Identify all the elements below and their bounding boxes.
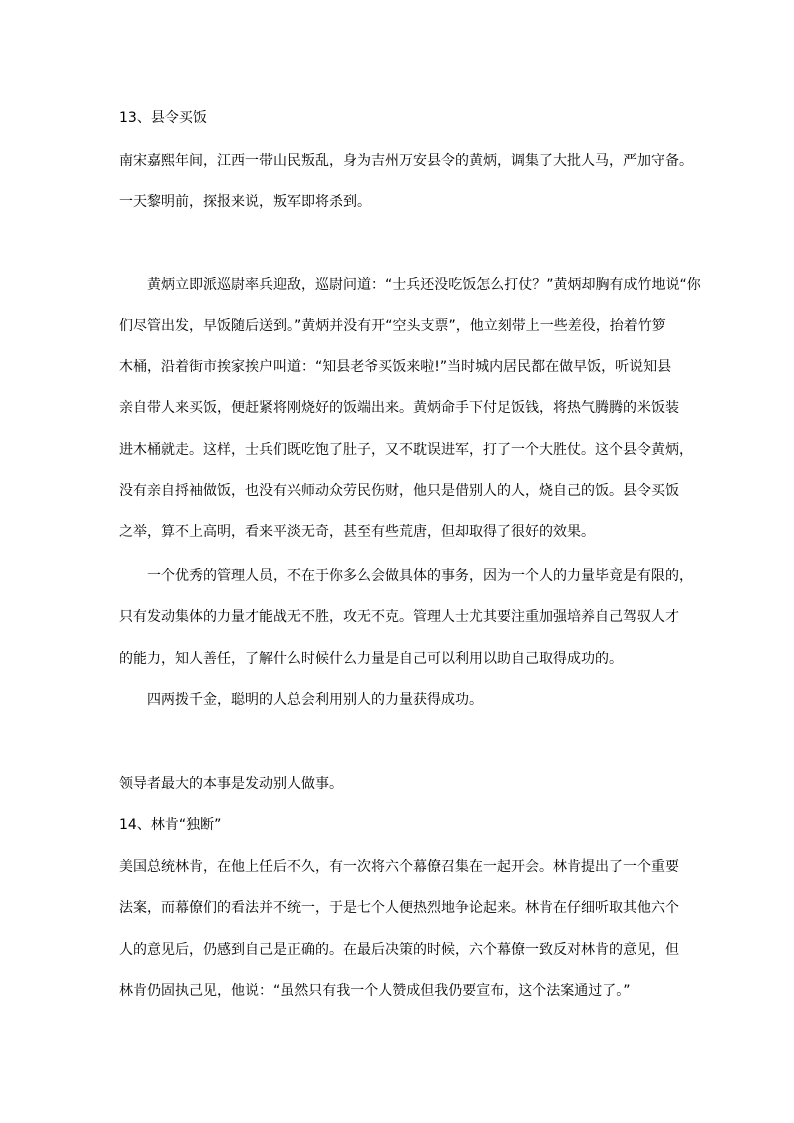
section-13-intro-line-1: 南宋嘉熙年间，江西一带山民叛乱，身为吉州万安县令的黄炳，调集了大批人马，严加守备。 — [119, 153, 693, 169]
section-14-line-4: 林肯仍固执己见，他说：“虽然只有我一个人赞成但我仍要宣布，这个法案通过了。” — [119, 983, 631, 999]
section-13-moral: 四两拨千金，聪明的人总会利用别人的力量获得成功。 — [147, 692, 483, 708]
section-13-story-line-2: 们尽管出发，早饭随后送到。”黄炳并没有开“空头支票”，他立刻带上一些差役，抬着竹箩 — [119, 318, 666, 334]
section-13-summary: 领导者最大的本事是发动别人做事。 — [119, 776, 343, 792]
section-13-comment-line-1: 一个优秀的管理人员，不在于你多么会做具体的事务，因为一个人的力量毕竟是有限的， — [147, 568, 693, 584]
section-14-line-1: 美国总统林肯，在他上任后不久，有一次将六个幕僚召集在一起开会。林肯提出了一个重要 — [119, 859, 679, 875]
section-13-comment-line-3: 的能力，知人善任，了解什么时候什么力量是自己可以利用以助自己取得成功的。 — [119, 651, 623, 667]
section-13-intro-line-2: 一天黎明前，探报来说，叛军即将杀到。 — [119, 194, 371, 210]
section-13-title: 13、县令买饭 — [119, 110, 207, 126]
section-14-line-2: 法案，而幕僚们的看法并不统一，于是七个人便热烈地争论起来。林肯在仔细听取其他六个 — [119, 900, 679, 916]
section-13-story-line-7: 之举，算不上高明，看来平淡无奇，甚至有些荒唐，但却取得了很好的效果。 — [119, 524, 595, 540]
section-13-story-line-5: 进木桶就走。这样，士兵们既吃饱了肚子，又不耽误进军，打了一个大胜仗。这个县令黄炳， — [119, 442, 693, 458]
section-14-title: 14、林肯“独断” — [119, 817, 222, 833]
section-14-line-3: 人的意见后，仍感到自己是正确的。在最后决策的时候，六个幕僚一致反对林肯的意见，但 — [119, 942, 679, 958]
section-13-story-line-4: 亲自带人来买饭，便赶紧将刚烧好的饭端出来。黄炳命手下付足饭钱，将热气腾腾的米饭装 — [119, 400, 679, 416]
section-13-comment-line-2: 只有发动集体的力量才能战无不胜，攻无不克。管理人士尤其要注重加强培养自己驾驭人才 — [119, 609, 679, 625]
section-13-story-line-6: 没有亲自捋袖做饭，也没有兴师动众劳民伤财，他只是借别人的人，烧自己的饭。县令买饭 — [119, 483, 679, 499]
section-13-story-line-3: 木桶，沿着街市挨家挨户叫道：“知县老爷买饭来啦!”当时城内居民都在做早饭，听说知县 — [119, 359, 672, 375]
section-13-story-line-1: 黄炳立即派巡尉率兵迎敌，巡尉问道：“士兵还没吃饭怎么打仗？”黄炳却胸有成竹地说“你 — [147, 277, 701, 293]
